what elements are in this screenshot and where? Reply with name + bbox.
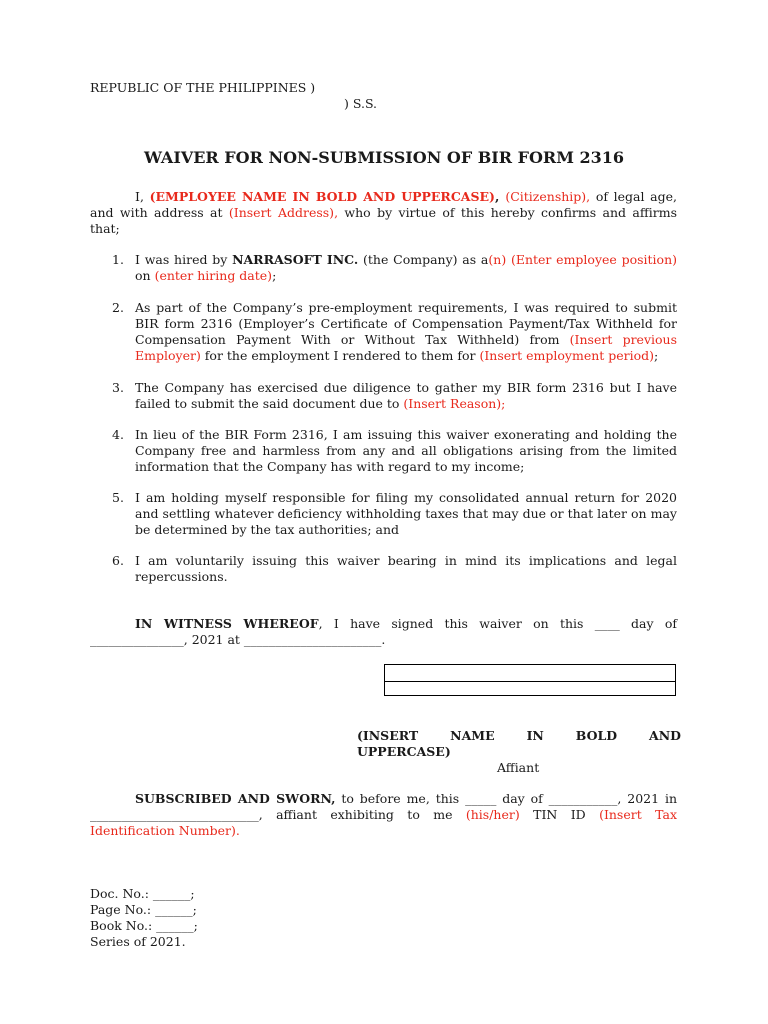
affiant-name-placeholder-line2: UPPERCASE) (357, 744, 451, 759)
his-her-placeholder: (his/her) (465, 807, 520, 822)
reason-placeholder: (Insert Reason); (403, 396, 506, 411)
list-item: 3. The Company has exercised due diligence to gather my BIR form 2316 but I have failed to submit the said document due to (Insert Reason); (112, 380, 677, 411)
citizenship-placeholder: (Citizenship), (505, 189, 591, 204)
list-item: 5. I am holding myself responsible for filing my consolidated annual return for 2020 and settling whatever deficiency withholding taxes that may due or that later on may be determined by the tax authorities; and (112, 490, 677, 537)
doc-no: Doc. No.: ______; (90, 886, 195, 901)
series: Series of 2021. (90, 934, 186, 949)
hiring-date-placeholder: (enter hiring date) (154, 268, 273, 283)
jurat-paragraph: SUBSCRIBED AND SWORN, to before me, this _____ day of ___________, 2021 in ___________________________, affiant exhibiting to me (his/her) TIN ID (Insert Tax Identification Number). (90, 791, 677, 838)
position-placeholder: (n) (Enter employee position) (488, 252, 677, 267)
list-item: 1. I was hired by NARRASOFT INC. (the Company) as a(n) (Enter employee position) on (enter hiring date); (112, 252, 677, 283)
signature-box (384, 664, 676, 696)
list-item: 4. In lieu of the BIR Form 2316, I am issuing this waiver exonerating and holding the Company free and harmless from any and all obligations arising from the limited information that the Company has with regard to my income; (112, 427, 677, 474)
venue-ss: ) S.S. (344, 96, 378, 111)
affiant-name-placeholder-line1: (INSERT NAME IN BOLD AND (357, 728, 681, 743)
employment-period-placeholder: (Insert employment period) (479, 348, 655, 363)
notarial-register (90, 886, 198, 950)
previous-employer-placeholder: (Insert previous Employer) (135, 332, 677, 363)
signature-line (385, 681, 675, 682)
intro-paragraph: I, (EMPLOYEE NAME IN BOLD AND UPPERCASE), (Citizenship), of legal age, and with address at (Insert Address), who by virtue of this hereby confirms and affirms that; (90, 189, 677, 236)
witness-paragraph: IN WITNESS WHEREOF, I have signed this waiver on this ____ day of _______________, 2021 at ______________________. (90, 616, 678, 647)
page-no: Page No.: ______; (90, 902, 197, 917)
company-name: NARRASOFT INC. (232, 252, 359, 267)
affirmation-list (90, 252, 677, 585)
tin-placeholder: (Insert Tax Identification Number). (90, 807, 677, 838)
list-item: 2. As part of the Company’s pre-employment requirements, I was required to submit BIR form 2316 (Employer’s Certificate of Compensation Payment/Tax Withheld for Compensation Payment With or Without Tax Withheld) from (Insert previous Employer) for the employment I rendered to them for (Insert employment period); (112, 300, 677, 363)
book-no: Book No.: ______; (90, 918, 198, 933)
document-title: WAIVER FOR NON-SUBMISSION OF BIR FORM 2316 (143, 148, 625, 167)
affiant-label: Affiant (497, 760, 540, 775)
venue-republic: REPUBLIC OF THE PHILIPPINES ) (90, 80, 316, 95)
address-placeholder: (Insert Address), (228, 205, 339, 220)
employee-name-placeholder: (EMPLOYEE NAME IN BOLD AND UPPERCASE) (149, 189, 495, 204)
list-item: 6. I am voluntarily issuing this waiver bearing in mind its implications and legal repercussions. (112, 553, 677, 584)
